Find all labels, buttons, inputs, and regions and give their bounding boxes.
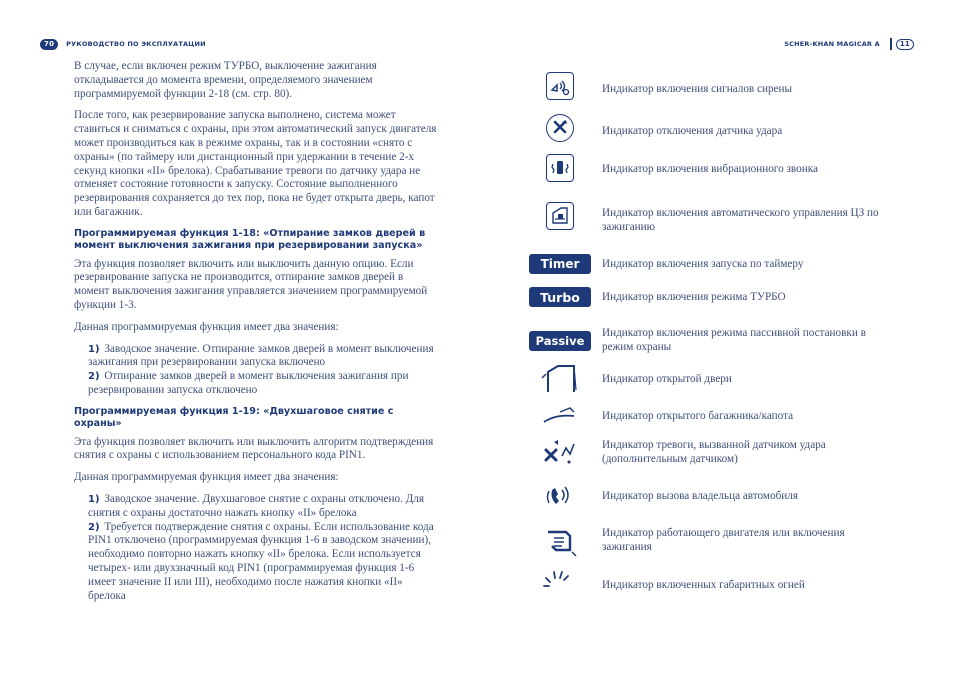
indicator-label: Индикатор отключения датчика удара xyxy=(602,125,783,137)
indicator-label: Индикатор включения вибрационного звонка xyxy=(602,163,818,175)
turbo-badge: Turbo xyxy=(529,287,591,307)
indicator-list xyxy=(528,66,898,626)
parking-lights-icon xyxy=(540,570,580,596)
header-divider xyxy=(890,38,892,50)
indicator-label: Индикатор включения режима ТУРБО xyxy=(602,291,786,303)
engine-running-icon xyxy=(540,526,580,558)
values-list-1-19 xyxy=(74,493,438,603)
list-item: 1) Заводское значение. Двухшаговое снятие с охраны отключено. Для снятия с охраны достаточно нажать кнопку «II» брелока xyxy=(88,492,425,519)
paragraph-two-values-1: Данная программируемая функция имеет два значения: xyxy=(74,320,339,333)
indicator-label: Индикатор включения автоматического управления ЦЗ по зажиганию xyxy=(602,207,879,233)
left-page-body xyxy=(74,60,438,611)
list-item: 2) Отпирание замков дверей в момент выключения зажигания при резервировании запуска отключено xyxy=(88,370,409,396)
list-item: 1) Заводское значение. Отпирание замков дверей в момент выключения зажигания при резервировании запуска включено xyxy=(88,342,434,369)
left-page-number: 70 xyxy=(40,39,58,50)
indicator-label: Индикатор включения сигналов сирены xyxy=(602,83,793,95)
passive-badge: Passive xyxy=(529,331,591,351)
right-header-title: SCHER-KHAN MAGICAR A xyxy=(784,40,880,48)
heading-function-1-19: Программируемая функция 1-19: «Двухшаговое снятие с охраны» xyxy=(74,405,394,430)
indicator-label: Индикатор включения режима пассивной постановки в режим охраны xyxy=(602,327,866,353)
heading-function-1-18: Программируемая функция 1-18: «Отпирание замков дверей в момент выключения зажигания при резервировании запуска» xyxy=(74,227,426,252)
open-trunk-icon xyxy=(540,406,580,426)
indicator-label: Индикатор включенных габаритных огней xyxy=(602,579,805,591)
paragraph-two-values-2: Данная программируемая функция имеет два значения: xyxy=(74,471,339,484)
right-page-header xyxy=(784,38,914,50)
indicator-label: Индикатор открытой двери xyxy=(602,373,732,385)
open-door-icon xyxy=(540,364,580,394)
siren-icon xyxy=(546,72,574,100)
call-owner-icon xyxy=(542,482,578,512)
paragraph-function-1-18: Эта функция позволяет включить или выключить данную опцию. Если резервирование запуска не производится, отпирание замков дверей в момент выключения зажигания управляется значением программируемой функции 1-3. xyxy=(74,257,428,311)
right-page-number: 11 xyxy=(896,39,914,50)
paragraph-reserve: После того, как резервирование запуска выполнено, система может ставиться и сниматься с охраны, при этом автоматический запуск двигателя может производиться как в режиме охраны, так и в состоянии «снято с охраны» (по таймеру или дистанционный при удержании в течение 2-х секунд кнопки «II» брелока). Срабатывание тревоги по датчику удара не отменяет состояние готовности к запуску. Состояние выполненного резервирования сохраняется до тех пор, пока не будет открыта дверь, капот или багажник. xyxy=(74,109,437,218)
indicator-label: Индикатор тревоги, вызванной датчиком удара (дополнительным датчиком) xyxy=(602,439,826,465)
left-header-title: РУКОВОДСТВО ПО ЭКСПЛУАТАЦИИ xyxy=(66,40,206,48)
paragraph-function-1-19: Эта функция позволяет включить или выключить алгоритм подтверждения снятия с охраны с использованием персонального кода PIN1. xyxy=(74,435,434,462)
indicator-label: Индикатор открытого багажника/капота xyxy=(602,410,794,422)
left-page-header xyxy=(40,38,206,50)
indicator-label: Индикатор включения запуска по таймеру xyxy=(602,258,804,270)
paragraph-turbo: В случае, если включен режим ТУРБО, выключение зажигания откладывается до момента времени, определяемого значением программируемой функции 2-18 (см. стр. 80). xyxy=(74,60,377,100)
timer-badge: Timer xyxy=(529,254,591,274)
central-lock-icon xyxy=(546,202,574,230)
shock-sensor-off-icon xyxy=(546,114,574,142)
list-item: 2) Требуется подтверждение снятия с охраны. Если использование кода PIN1 отключено (программируемая функция 1-6 в заводском значении), необходимо повторно нажать кнопку «II» брелока. Если используется четырех- или двухзначный код PIN1 (программируемая функция 1-6 имеет значение II или III), необходимо после нажатия кнопки «II» брелока xyxy=(88,520,434,602)
indicator-label: Индикатор вызова владельца автомобиля xyxy=(602,490,799,502)
values-list-1-18 xyxy=(74,343,438,398)
vibration-icon xyxy=(546,154,574,182)
shock-alarm-icon xyxy=(540,438,580,468)
indicator-label: Индикатор работающего двигателя или включения зажигания xyxy=(602,527,845,553)
